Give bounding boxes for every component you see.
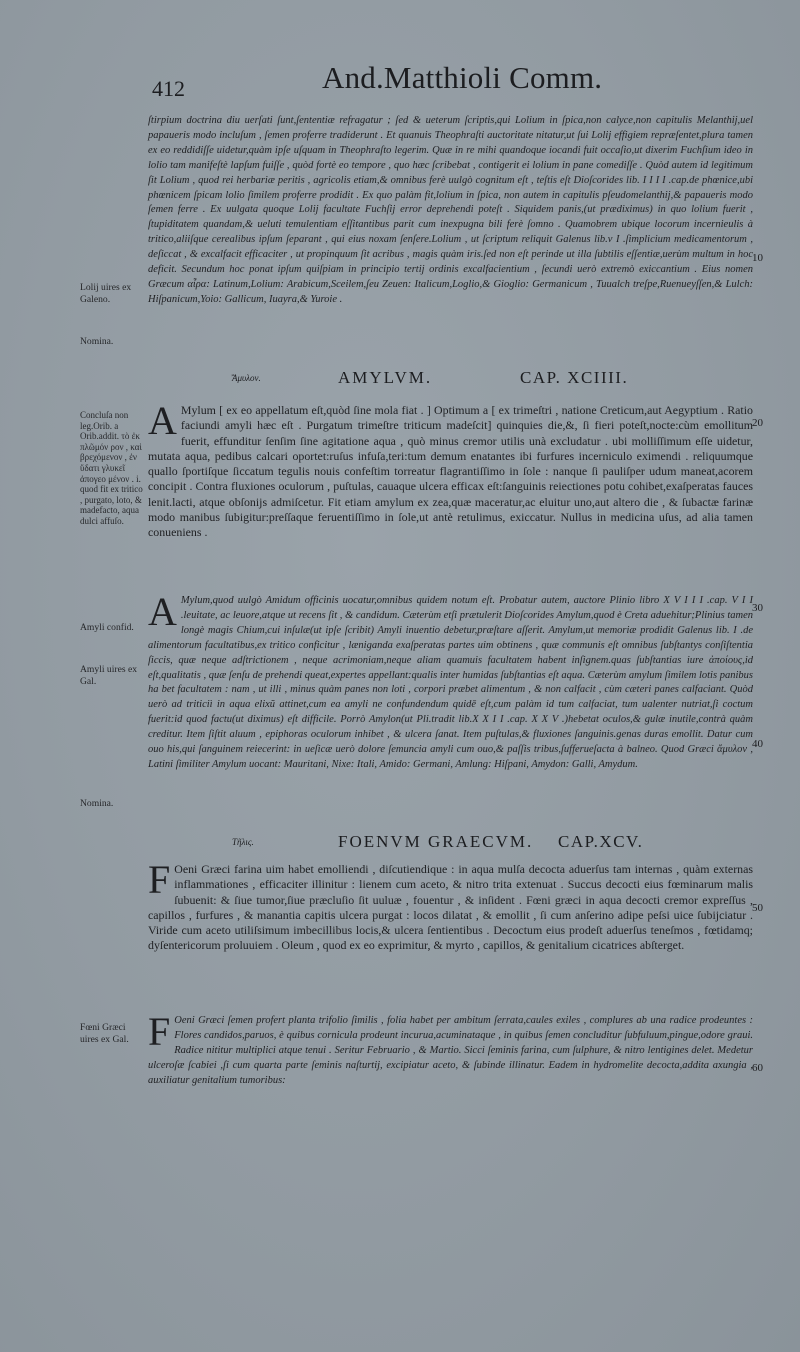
dioscorides-text — [148, 398, 753, 541]
commentary-text — [148, 589, 753, 773]
page-number: 412 — [152, 76, 185, 101]
drop-cap: F — [148, 857, 171, 902]
line-number: 30 — [752, 602, 763, 614]
chapter-title: AMYLVM. — [338, 368, 433, 387]
lolium-commentary: ſtirpium doctrina diu uerſati ſunt,ſententiæ refragatur ; ſed & ueterum ſcriptis,qui Lolium in ſpica,non calyce,non capitulis Melanthij,uel papaueris modo incluſum , ſemen proferre tradiderunt . Et quanuis Theophraſti auctoritate nitatur,ut ſui Lolij effigiem repræſentet,plura tamen ex eo reddidiſſe uidetur,quàm ipſe uſquam in Theophraſto legerim. Quæ in re mihi quandoque iocandi fuit occaſio,ut dixerim Fuchſium ideo in lolio tam manifeſtè lapſum fuiſſe , quòd fortè eo tempore , quo hæc ſcribebat , contigerit ei lolium in pane comediſſe . Quòd autem id legitimum ſit Lolium , quod rei herbariæ peritis , agricolis etiam,& omnibus ferè uulgò cognitum eſt , teſtis eſt Dioſcorides lib. I I I I .cap.de phœnice,ubi phœnicem ſpicam lolio ſimilem proferre prodidit . Ex quo palàm fit,lolium in ſpica, non autem in capitulis pſeudomelanthij,& papaueris modo ſemen ferre . Ex uulgata quoque Lolij facultate Fuchſij error deprehendi poteſt . Siquidem panis,(ut prædiximus) in quo lolium fuerit , ſtupiditatem quandam,& ueluti temulentiam eſſitantibus parit cum inexpugna bili ferè ſomno . Quamobrem ubique locorum incernieulis à tritico,aliiſque cerealibus ipſum ſeparant , qui eius noxam ſenſere.Lolium , ut ſcriptum reliquit Galenus lib.v I .ſimplicium medicamentorum , deſiccat , & excalfacit efficaciter , ut propinquum ſit acribus , magis quàm iris.ſed non eſt perinde ut illa ſubtilis eſſentiæ,uerùm multum in hoc deficit. Secundum hoc ponat ipſum quiſpiam in principio tertij ordinis excalfacientium , ſecundi uerò extremò exiccantium . Eius nomen Græcum αἶρα: Latinum,Lolium: Arabicum,Sceilem,ſeu Zeuen: Italicum,Loglio,& Gioglio: Germanicum , Tuualch treſpe,Ruenueyſſen,& Lulch: Hiſpanicum,Yoio: Gallicum, Iuayra,& Yuroie . — [148, 115, 753, 305]
running-title: And.Matthioli Comm. — [322, 60, 603, 95]
margin-note: Concluſa non leg.Orib. a Orib.addit. τὸ ἐκ πλῶμόν ρον , καὶ βρεχόμενον , ἐν ὕδατι γλυκεῖ ἀπογεο μένον . i. quod fit ex tritico , purgato, loto, & madefacto, aqua dulci affuſo. — [80, 410, 143, 526]
line-number: 50 — [752, 902, 763, 914]
commentary-paragraph: Mylum,quod uulgò Amidum officinis uocatur,omnibus quidem notum eſt. Probatur autem, auctore Plinio libro X V I I I .cap. V I I .leuitate, ac leuore,atque ut recens ſit , & candidum. Cæterùm etſi prætulerit Dioſcorides Amylum,quod è Creta aduehitur;Plinius tamen longè magis Chium,cui inſulæ(ut ipſe ſcribit) Amyli inuentio debetur,præſtare aſſerit. Amylum,ut memoriæ prodidit Galenus lib. I .de alimentorum facultatibus,ex tritico conficitur , læniganda exaſperatas partes uim obtinens , quæ communis eſt omnibus ſubſtantys conſiſtentia ſiccis, quæ neque adſtrictionem , neque acrimoniam,neque aliam quamuis facultatem habent inſignem.quas ſubſtantias iure ἀποίους,id eſt,qualitatis , quæ ſenſu de prehendi queat,expertes appellant:qualis inter humidas ſubſtantias eſt aqua. Cæterùm amylum ſimilem lotis panibus ha bet facultatem : nam , ut illi , minus quàm panes non loti , corpori præbet alimentum , & non calfacit , cùm cæteri panes calfaciant. Quòd uerò ad triticiì in aqua elixũ attinet,cum ea amyli ne confundendum quidē eſt,cum palàm id tum calfaciat, tum ualenter nutriat,ſi coctum fuerit:id quod factu(ut diximus) eſt difficile. Porrò Amylon(ut Pli.tradit lib.X X I I .cap. X X V .)hebetat oculos,& gulæ inutile,contrà quàm creditur. Item ſiſtit aluum , epiphoras oculorum inhibet , & ulcera ſanat. Item puſtulas,& fluxiones ſanguinis.genas duras emollit. Datur cum ouo his,qui ſanguinem reiecerint: in ueſicæ uerò dolore ſemuncia amyli cum ouo,& paſſis tribus,ſufferueſacta à balneo. Quod Græci ἄμυλον , Latini ſimiliter Amylum uocant: Mauritani, Nixe: Itali, Amido: Germani, Amlung: Hiſpani, Amydon: Galli, Amydum. — [148, 595, 753, 770]
chapter-greek-name: Τῆλις. — [232, 837, 254, 847]
chapter-heading — [232, 368, 752, 388]
dioscorides-paragraph: Oeni Græci farina uim habet emolliendi , diſcutiendique : in aqua mulſa decocta aduerſus tam internas , quàm externas inflammationes , efficaciter illinitur : lienem cum aceto, & nitro trita extenuat . Succus decocti eius fœminarum malis ſubuenit: & ſiue tumor,ſiue præcluſio ſit uuluæ , fouentur , & inſident . Fœni græci in aqua decocti cremor expreſſus , capillos , furfures , & manantia capitis ulcera purgat : locos dilatat , & emollit , ſi cum anſerino adipe peſsi uice ſubijciatur . Viride cum aceto utiliſsimum imbecillibus locis,& ulcera ſentientibus . Decoctum eius prodeſt aduerſus teneſmos , fœtidamq; dyſentericorum proluuiem . Oleum , quod ex eo exprimitur, & myrto , capillos, & genitalium cicatrices abſterget. — [148, 862, 753, 953]
chapter-greek-name: Ἄμυλον. — [232, 373, 261, 383]
chapter-number: CAP.XCV. — [558, 832, 644, 851]
margin-note: Amyli confid. — [80, 622, 134, 633]
line-number: 40 — [752, 738, 763, 750]
dioscorides-text — [148, 857, 753, 954]
line-number: 60 — [752, 1062, 763, 1074]
drop-cap: A — [148, 589, 177, 634]
chapter-title: FOENVM GRAECVM. — [338, 832, 534, 851]
chapter-heading — [232, 832, 752, 852]
margin-note: Amyli uires ex Gal. — [80, 664, 138, 687]
chapter-number: CAP. XCIIII. — [520, 368, 629, 387]
margin-note: Lolij uires ex Galeno. — [80, 282, 132, 305]
drop-cap: F — [148, 1009, 171, 1054]
commentary-paragraph: Oeni Græci ſemen profert planta trifolio ſimilis , folia habet per ambitum ſerrata,caules exiles , complures ab una radice prodeuntes : Flores candidos,paruos, è quibus cornicula prodeunt incurua,acuminataque , in quibus ſemen concluditur ſubfuluum,pingue,odore graui. Radice nititur multiplici atque tenui . Seritur Februario , & Martio. Sicci ſeminis farina, cum ſulphure, & nitro lentigines delet. Medetur ulceroſæ ſcabiei ,ſi cum quarta parte ſeminis naſturtij, excipiatur aceto, & ſubinde illinatur. Eadem in hydromelite decocta,addita axungia , auxiliatur genitalium tumoribus: — [148, 1015, 753, 1086]
margin-note: Nomina. — [80, 798, 114, 809]
commentary-text — [148, 1009, 753, 1089]
line-number: 10 — [752, 252, 763, 264]
margin-note: Fœni Græci uires ex Gal. — [80, 1022, 129, 1045]
margin-note: Nomina. — [80, 336, 114, 347]
line-number: 20 — [752, 417, 763, 429]
dioscorides-paragraph: Mylum [ ex eo appellatum eſt,quòd ſine mola fiat . ] Optimum a [ ex trimeſtri , natione Creticum,aut Aegyptium . Ratio faciundi amyli hæc eſt . Purgatum trimeſtre triticum madeſcit] quinquies die,&, ſi fieri poteſt,nocte:cùm emollitum fuerit, effunditur ſenſim ſine agitatione aqua , quò minus cremor utilis unà excludatur . ubi molliſſimum eſſe uidetur, mutata aqua, pedibus calcari oportet:ruſus infuſa,teri:tum demum enatantes ibi furfures incerniculo eximendi . reliquumque quallo ſportiſque ſiccatum tegulis nouis confeſtim torreatur flagrantiſſimo in ſole : nanque ſi pauliſper udum maneat,acorem concipit . Contra fluxiones oculorum , puſtulas, cauaque ulcera efficax eſt:ſanguinis reiectiones potu cohibet,exaſperatas fauces lenit.lacti, atque obſonijs admiſcetur. Fit etiam amylum ex zea,quæ maceratur,ac eluitur uno,aut altero die , & ſubactæ farinæ modo manibus ſubigitur:preſſaque feruentiſſimo in ſole,ut antè retulimus, exiccatur. Nullus in medicina uſus, ad alia tamen conueniens . — [148, 403, 753, 540]
drop-cap: A — [148, 398, 177, 443]
